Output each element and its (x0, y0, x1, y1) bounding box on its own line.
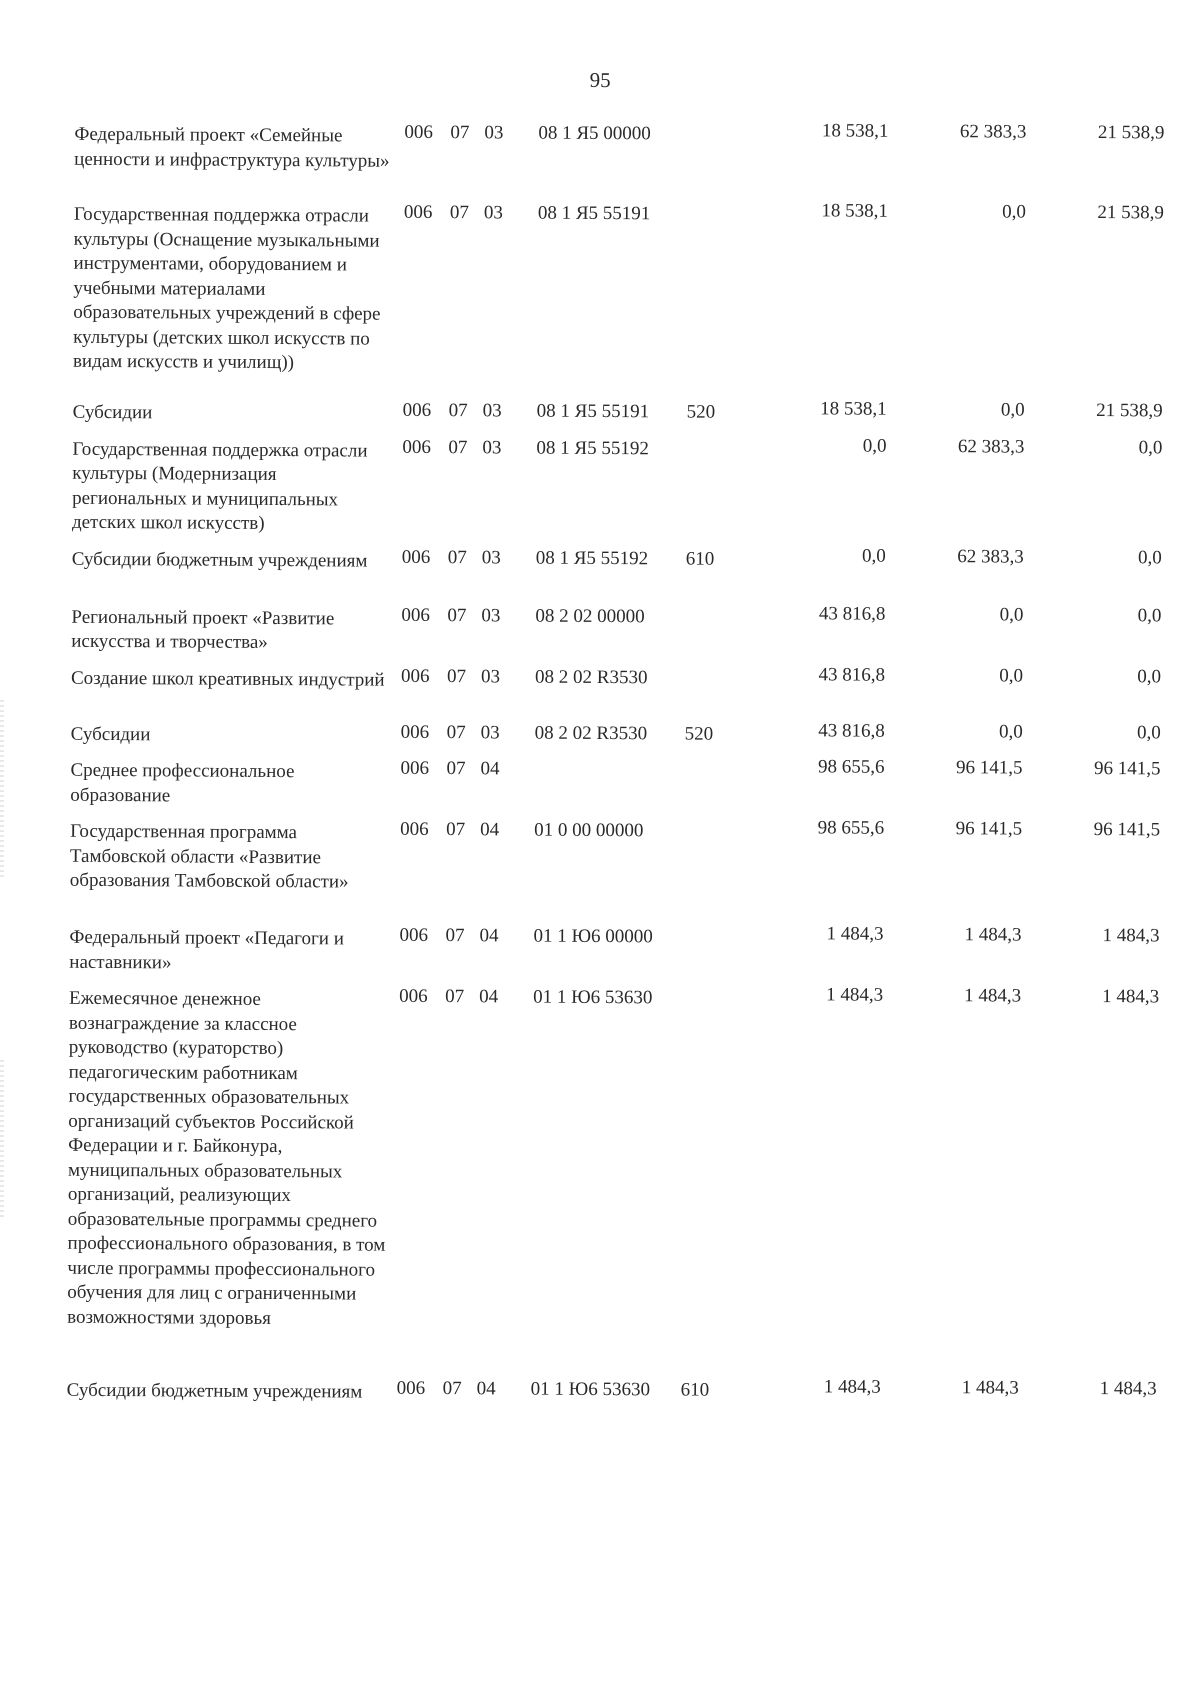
row-value-y1: 1 484,3 (823, 1376, 881, 1398)
row-value-y2: 0,0 (999, 664, 1024, 687)
row-vr-code (687, 199, 738, 397)
row-rz-code: 07 (450, 122, 470, 144)
row-pr-code: 03 (481, 604, 501, 626)
row-value-y1: 18 538,1 (820, 398, 887, 420)
row-csr-code: 01 1 Ю6 00000 (533, 925, 653, 948)
table-row (72, 429, 1163, 546)
row-csr-code: 08 1 Я5 55191 (537, 202, 651, 225)
row-pr-code: 04 (479, 925, 499, 947)
row-value-y2: 62 383,3 (957, 435, 1025, 458)
row-gr-code: 006 (400, 818, 429, 840)
row-value-y1: 1 484,3 (826, 984, 884, 1006)
row-rz-code: 07 (448, 400, 468, 422)
row-name: Государственная поддержка отрасли культуры (Модернизация региональных и муниципальных детских школ искусств) (71, 438, 368, 534)
row-value-y3: 0,0 (1136, 721, 1161, 743)
row-value-y1: 43 816,8 (818, 719, 885, 742)
row-name: Государственная программа Тамбовской области «Развитие образования Тамбовской области» (69, 820, 349, 893)
row-vr-code: 610 (685, 548, 715, 570)
row-value-y3: 21 538,9 (1097, 122, 1165, 144)
row-value-y1: 1 484,3 (826, 923, 884, 945)
row-value-y2: 0,0 (1000, 399, 1025, 421)
row-value-y3: 0,0 (1137, 665, 1162, 687)
row-value-y2: 0,0 (998, 720, 1023, 743)
row-value-y1: 98 655,6 (817, 817, 885, 839)
scan-edge-artifact (0, 700, 4, 880)
row-name: Субсидии бюджетным учреждениям (71, 548, 368, 572)
row-rz-code: 07 (446, 819, 466, 841)
row-vr-code (684, 816, 735, 922)
row-rz-code: 07 (446, 721, 466, 743)
row-vr-code: 520 (684, 723, 714, 745)
table-row (71, 658, 1161, 721)
row-rz-code: 07 (449, 202, 469, 224)
table-row (72, 539, 1162, 604)
row-rz-code: 07 (446, 758, 466, 780)
row-pr-code: 04 (476, 1378, 496, 1400)
table-row (73, 195, 1164, 400)
row-value-y2: 1 484,3 (964, 985, 1022, 1007)
row-pr-code: 03 (481, 546, 501, 568)
row-csr-code: 01 0 00 00000 (534, 819, 644, 842)
row-value-y3: 0,0 (1137, 546, 1162, 568)
row-rz-code: 07 (445, 925, 465, 947)
table-row (70, 812, 1161, 925)
row-gr-code: 006 (400, 757, 430, 779)
row-name: Среднее профессиональное образование (70, 759, 295, 806)
row-value-y3: 0,0 (1138, 436, 1163, 458)
row-pr-code: 04 (479, 986, 499, 1008)
row-csr-code (534, 754, 684, 816)
row-vr-code: 520 (686, 401, 716, 423)
row-name: Федеральный проект «Педагоги и наставники» (69, 926, 344, 973)
row-value-y1: 18 538,1 (821, 120, 889, 142)
table-row (69, 918, 1159, 986)
row-csr-code: 08 1 Я5 00000 (538, 122, 651, 145)
row-pr-code: 03 (480, 721, 500, 743)
row-gr-code: 006 (399, 985, 428, 1007)
table-row (67, 979, 1159, 1378)
row-gr-code: 006 (401, 604, 430, 626)
row-value-y3: 96 141,5 (1093, 819, 1161, 841)
row-name: Создание школ креативных индустрий (70, 667, 385, 691)
row-gr-code: 006 (401, 546, 431, 568)
row-rz-code: 07 (442, 1378, 462, 1400)
row-csr-code: 08 2 02 R3530 (534, 666, 648, 688)
row-csr-code: 01 1 Ю6 53630 (530, 1378, 651, 1401)
row-value-y2: 96 141,5 (955, 818, 1023, 840)
row-vr-code (685, 601, 735, 662)
row-vr-code (684, 755, 734, 816)
table-body (66, 115, 1164, 1438)
row-value-y1: 43 816,8 (818, 602, 886, 625)
row-value-y2: 1 484,3 (964, 924, 1022, 946)
row-gr-code: 006 (402, 436, 432, 458)
row-gr-code: 006 (400, 721, 430, 743)
scan-edge-artifact (0, 1060, 4, 1220)
row-value-y1: 18 538,1 (821, 200, 888, 222)
row-pr-code: 03 (483, 202, 503, 224)
row-value-y3: 21 538,9 (1097, 202, 1164, 224)
table-row (66, 1371, 1156, 1438)
table-row (70, 751, 1160, 819)
row-name: Федеральный проект «Семейные ценности и инфраструктура культуры» (74, 123, 390, 172)
row-vr-code (683, 922, 733, 983)
row-rz-code: 07 (445, 986, 465, 1008)
row-gr-code: 006 (396, 1377, 426, 1399)
row-rz-code: 07 (448, 436, 468, 458)
row-value-y2: 96 141,5 (955, 757, 1023, 779)
row-rz-code: 07 (446, 665, 467, 687)
row-csr-code: 08 2 02 R3530 (534, 722, 648, 744)
row-csr-code: 08 2 02 00000 (535, 605, 645, 627)
row-gr-code: 006 (399, 924, 429, 946)
row-value-y3: 1 484,3 (1102, 925, 1160, 947)
row-rz-code: 07 (447, 546, 467, 568)
table-row (74, 115, 1164, 202)
row-value-y3: 21 538,9 (1096, 400, 1163, 422)
row-value-y1: 0,0 (862, 435, 887, 457)
table-row (71, 597, 1161, 665)
row-csr-code: 01 1 Ю6 53630 (533, 986, 653, 1009)
row-value-y2: 62 383,3 (959, 121, 1027, 143)
row-gr-code: 006 (400, 665, 430, 687)
row-value-y1: 98 655,6 (817, 756, 885, 778)
row-pr-code: 04 (480, 819, 500, 841)
row-gr-code: 006 (403, 201, 433, 223)
row-pr-code: 03 (482, 400, 502, 422)
row-value-y2: 0,0 (1002, 201, 1026, 223)
row-name: Ежемесячное денежное вознаграждение за классное руководство (кураторство) педагогическим работникам государственных образовательных организаций субъектов Российской Федерации и г. Байконура, муниципальных образовательных организаций, реализующих образовательные программы среднего профессионального образования, в том числе программы профессионального обучения для лиц с ограниченными возможностями здоровья (67, 987, 386, 1329)
page-number: 95 (589, 67, 611, 93)
row-value-y3: 0,0 (1137, 604, 1162, 626)
row-gr-code: 006 (404, 121, 433, 143)
row-pr-code: 03 (484, 122, 504, 144)
row-csr-code: 08 1 Я5 55192 (536, 437, 649, 459)
row-pr-code: 04 (480, 758, 500, 780)
row-name: Субсидии (70, 723, 151, 745)
row-value-y1: 43 816,8 (818, 663, 886, 686)
row-vr-code (688, 119, 738, 199)
row-rz-code: 07 (447, 604, 467, 626)
row-name: Региональный проект «Развитие искусства и творчества» (71, 606, 335, 653)
row-value-y3: 1 484,3 (1099, 1378, 1157, 1400)
row-value-y2: 62 383,3 (957, 545, 1024, 568)
row-value-y3: 96 141,5 (1093, 758, 1161, 780)
row-vr-code (681, 983, 733, 1375)
row-name: Государственная поддержка отрасли культуры (Оснащение музыкальными инструментами, оборудованием и учебными материалами образовательных учреждений в сфере культуры (детских школ искусств по видам искусств и училищ)) (72, 203, 381, 374)
row-gr-code: 006 (402, 399, 432, 421)
row-name: Субсидии (72, 401, 153, 424)
row-csr-code: 08 1 Я5 55191 (536, 400, 650, 423)
row-pr-code: 03 (482, 436, 502, 458)
row-csr-code: 08 1 Я5 55192 (535, 547, 649, 569)
budget-table (66, 115, 1164, 1438)
row-value-y1: 0,0 (861, 545, 886, 567)
row-value-y3: 1 484,3 (1102, 986, 1160, 1008)
row-vr-code: 610 (680, 1379, 710, 1401)
row-vr-code (685, 662, 735, 718)
row-name: Субсидии бюджетным учреждениям (66, 1379, 363, 1403)
row-vr-code (686, 433, 737, 543)
row-pr-code: 03 (480, 665, 501, 687)
row-value-y2: 0,0 (999, 603, 1024, 626)
row-value-y2: 1 484,3 (961, 1377, 1019, 1399)
